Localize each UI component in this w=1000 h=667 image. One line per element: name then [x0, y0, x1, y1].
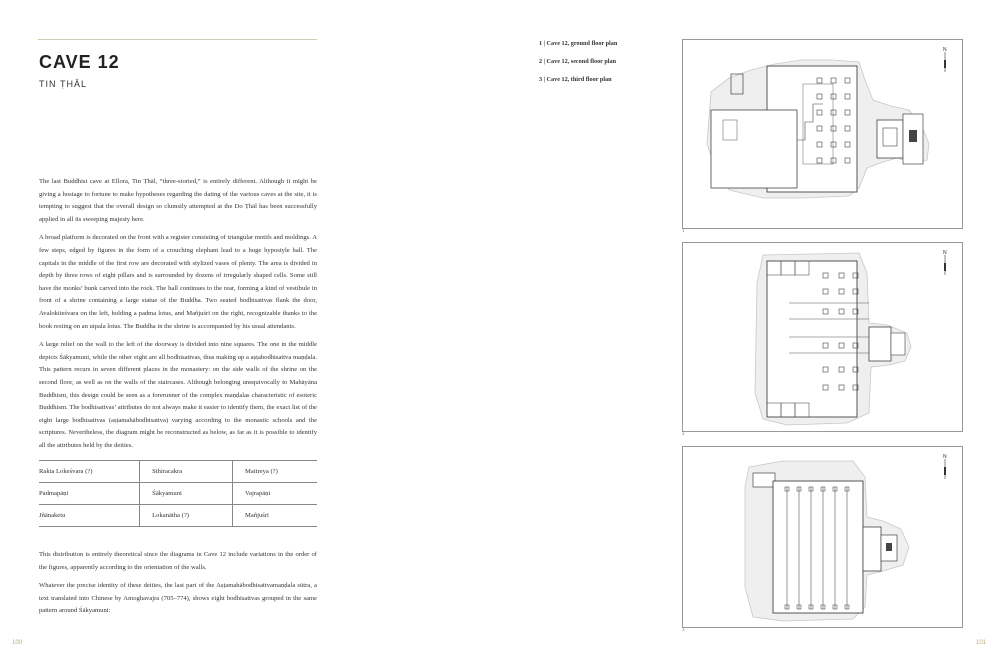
second-floor-plan — [682, 242, 963, 432]
plan-number: 3 — [682, 628, 685, 633]
table-cell: Jñānaketu — [39, 505, 140, 527]
table-row — [39, 505, 317, 527]
caption: 2 | Cave 12, second floor plan — [539, 58, 617, 65]
page-subtitle: TIN ṬHĀL — [39, 79, 88, 89]
table-row — [39, 483, 317, 505]
third-floor-plan — [682, 446, 963, 628]
page-number-right: 101 — [976, 640, 987, 646]
north-label: N — [943, 47, 947, 53]
table-cell: Sthiracakra — [140, 461, 233, 483]
closing-text — [39, 549, 317, 624]
plan-number: 2 — [682, 432, 685, 437]
floor-plan-drawing — [683, 447, 962, 627]
paragraph: A broad platform is decorated on the front with a register consisting of triangular motifs and moldings. A few steps, edged by figures in the form of a crouching elephant lead to a huge hypostyle hall. The capitals in the middle of the first row are decorated with stylized vases of plenty. The area is divided in depth by three rows of eight pillars and is surrounded by dozens of irregularly shaped cells. Some still have the monks’ bunk carved into the rock. The hall continues to the rear, forming a kind of vestibule in front of a shrine containing a large statue of the Buddha. Two seated bodhisattvas flank the door, Avalokiteśvara on the left, holding a padma lotus, and Mañjuśrī on the right, recognizable thanks to the book resting on an utpala lotus. The Buddha in the shrine is accompanied by his usual attendants. — [39, 234, 317, 330]
header-rule — [38, 39, 317, 40]
table-cell: Mañjuśrī — [233, 505, 317, 527]
deity-diagram-table — [39, 460, 317, 527]
table-cell: Vajrapāṇi — [233, 483, 317, 505]
table-cell: Maitreya (?) — [233, 461, 317, 483]
table-cell: Śākyamuni — [140, 483, 233, 505]
page-number-left: 100 — [12, 640, 23, 646]
figure-captions — [539, 40, 617, 94]
table-row — [39, 461, 317, 483]
paragraph: The last Buddhist cave at Ellora, Tin Ṭhāl, “three-storied,” is entirely different. Although it might be giving a hostage to fortune to make hypotheses regarding the dating of the various caves at the site, it is tempting to suggest that the overall design so clumsily attempted at the Do Ṭhāl has been successfully applied in all its sweeping majesty here. — [39, 178, 317, 223]
caption: 3 | Cave 12, third floor plan — [539, 76, 612, 83]
table-cell: Padmapāṇi — [39, 483, 140, 505]
ground-floor-plan — [682, 39, 963, 229]
paragraph: This distribution is entirely theoretical since the diagrams in Cave 12 include variations in the order of the figures, apparently according to the orientation of the walls. — [39, 551, 317, 571]
north-label: N — [943, 250, 947, 256]
caption: 1 | Cave 12, ground floor plan — [539, 40, 618, 47]
paragraph: A large relief on the wall to the left of the doorway is divided into nine squares. The one in the middle depicts Śākyamuni, while the other eight are all bodhisattvas, thus making up a aṣṭabodhisattva maṇḍala. This pattern recurs in seven different places in the monastery: on the side walls of the shrine on the second floor, as well as on the walls of the staircases. Although belonging unequivocally to Mahāyāna Buddhism, this design could be seen as a forerunner of the complex maṇḍalas characteristic of esoteric Buddhism. The bodhisattvas’ attributes do not always make it easier to identify them, the exact list of the eight large bodhisattvas (aṣṭamahābodhisattva) varying according to the monastic schools and the scriptures. Nevertheless, the diagram might be reconstructed as below, as far as it is possible to identify all the attributes held by the deities. — [39, 341, 317, 449]
floor-plan-drawing — [683, 40, 962, 228]
table-cell: Lokanātha (?) — [140, 505, 233, 527]
body-text — [39, 176, 317, 458]
floor-plan-drawing — [683, 243, 962, 431]
table-cell: Rakta Lokeśvara (?) — [39, 461, 140, 483]
page-title: CAVE 12 — [39, 52, 120, 72]
north-label: N — [943, 454, 947, 460]
paragraph: Whatever the precise identity of these deities, the last part of the Aṣṭamahābodhisattvamaṇḍala sūtra, a text translated into Chinese by Amoghavajra (705–774), shows eight bodhisattvas grouped in the same pattern around Śākyamuni: — [39, 582, 317, 615]
plan-number: 1 — [682, 229, 685, 234]
